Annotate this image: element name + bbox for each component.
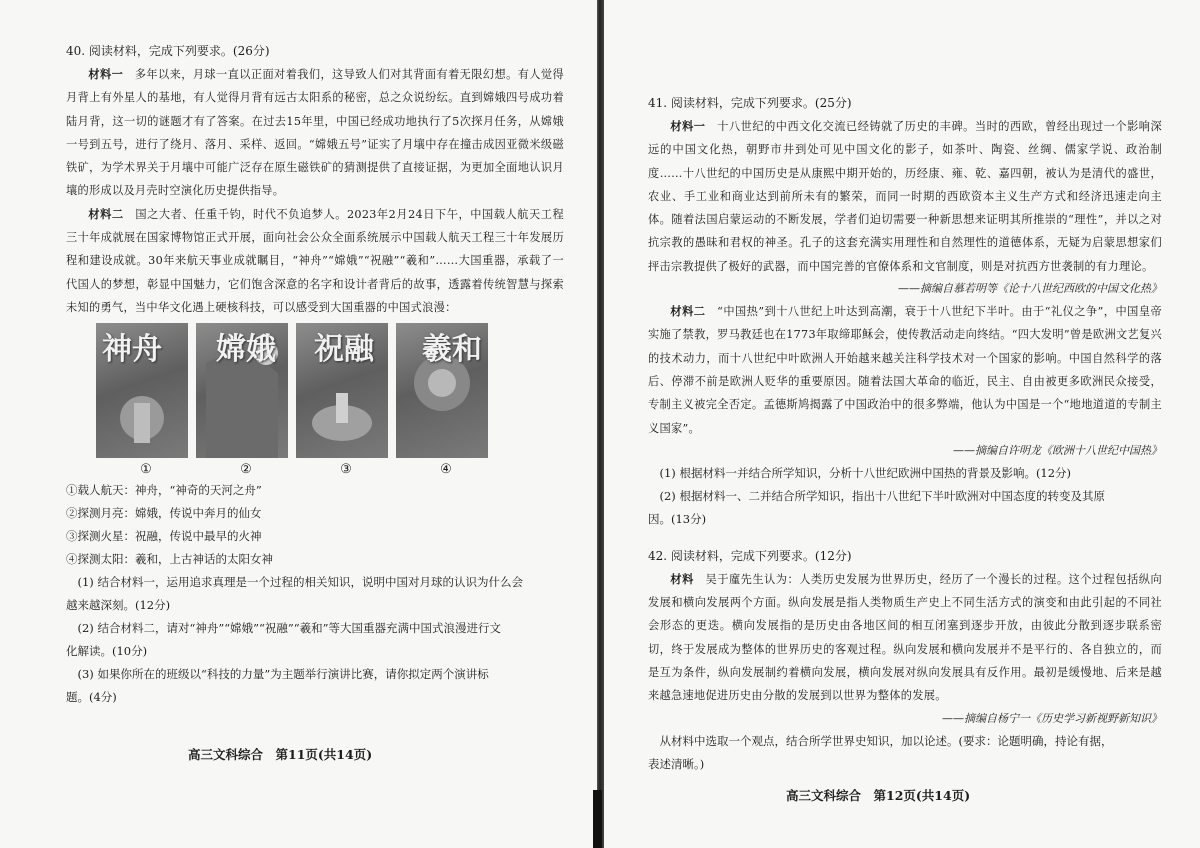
- material-text: 多年以来，月球一直以正面对着我们，这导致人们对其背面有着无限幻想。有人觉得月背上有外星人的基地，有人觉得月背有远古太阳系的秘密，总之众说纷纭。直到嫦娥四号成功着陆月背，这一切的谜题才有了答案。在过去15年里，中国已经成功地执行了5次探月任务，从嫦娥一号到五号，进行了绕月、落月、采样、返回。“嫦娥五号”证实了月壤中存在撞击成因亚微米级磁铁矿，为学术界关于月壤中可能广泛存在原生磁铁矿的猜测提供了直接证据，为更加全面地认识月壤的形成以及月壳时空演化历史提供指导。: [66, 68, 564, 198]
- question-40-1-cont: 越来越深刻。(12分): [66, 598, 171, 613]
- page-footer-left: 高三文科综合 第11页(共14页): [188, 747, 373, 762]
- material-1-paragraph: [66, 63, 564, 203]
- list-item: ④探测太阳：羲和，上古神话的太阳女神: [66, 552, 273, 567]
- question-42-task-cont: 表述清晰。): [648, 756, 705, 771]
- material-label: 材料: [670, 571, 694, 586]
- material-source: ——摘编自杨宁一《历史学习新视野新知识》: [942, 711, 1162, 725]
- spacecraft-image-row: [96, 323, 564, 458]
- question-41-1: (1) 根据材料一并结合所学知识，分析十八世纪欧洲中国热的背景及影响。(12分): [659, 465, 1072, 480]
- material-source: ——摘编自许明龙《欧洲十八世纪中国热》: [953, 443, 1162, 457]
- question-40-1: (1) 结合材料一，运用追求真理是一个过程的相关知识，说明中国对月球的认识为什么会: [77, 575, 523, 590]
- question-40-3-cont: 题。(4分): [66, 690, 117, 705]
- shenzhou-poster-image: [96, 323, 188, 458]
- question-42-title: 42. 阅读材料，完成下列要求。(12分): [648, 548, 852, 563]
- left-page: [0, 0, 598, 848]
- image-number: ④: [440, 462, 452, 478]
- poster-title: 神舟: [102, 332, 162, 368]
- poster-title: 嫦娥: [216, 332, 276, 368]
- poster-title: 羲和: [422, 332, 482, 368]
- material-source: ——摘编自慕若明等《论十八世纪西欧的中国文化热》: [898, 282, 1162, 296]
- question-42-task: 从材料中选取一个观点，结合所学世界史知识，加以论述。(要求：论题明确，持论有据，: [659, 733, 1113, 748]
- material-2-paragraph: [648, 300, 1162, 440]
- right-page: [604, 0, 1200, 848]
- material-3-paragraph: [648, 568, 1162, 708]
- material-text: 吴于廑先生认为：人类历史发展为世界历史，经历了一个漫长的过程。这个过程包括纵向发展和横向发展两个方面。纵向发展是指人类物质生产史上不同生活方式的演变和由此引起的不同社会形态的更迭。横向发展指的是历史由各地区间的相互闭塞到逐步开放，由彼此分散到逐步联系密切，终于发展成为整体的世界历史的客观过程。纵向发展和横向发展并不是平行的、各自独立的，而是互为条件，纵向发展制约着横向发展，横向发展对纵向发展具有反作用。最初是缓慢地、后来是越来越急速地促进历史由分散的发展到以世界为整体的发展。: [648, 572, 1162, 703]
- question-40-3: (3) 如果你所在的班级以“科技的力量”为主题举行演讲比赛，请你拟定两个演讲标: [77, 667, 489, 682]
- image-number: ③: [340, 462, 352, 478]
- material-text: “中国热”到十八世纪上叶达到高潮，衰于十八世纪下半叶。由于“礼仪之争”，中国皇帝实施了禁教，罗马教廷也在1773年取缔耶稣会，使传教活动走向终结。“四大发明”曾是欧洲文艺复兴的技术动力，而十八世纪中叶欧洲人开始越来越关注科学技术对一个国家的影响。中国自然科学的落后、停滞不前是欧洲人贬华的重要原因。随着法国大革命的临近，民主、自由被更多欧洲民众接受，专制主义被完全否定。孟德斯鸠揭露了中国政治中的很多弊端，他认为中国是一个“地地道道的专制主义国家”。: [648, 305, 1162, 435]
- list-item: ②探测月亮：嫦娥，传说中奔月的仙女: [66, 506, 262, 521]
- question-40-2: (2) 结合材料二，请对“神舟”“嫦娥”“祝融”“羲和”等大国重器充满中国式浪漫进行文: [77, 621, 501, 636]
- image-number: ②: [240, 462, 252, 478]
- material-label: 材料二: [88, 206, 124, 221]
- image-number: ①: [140, 462, 152, 478]
- binding-mark: [593, 790, 602, 848]
- page-gutter: [597, 0, 604, 848]
- material-2-paragraph: [66, 203, 564, 319]
- question-41-title: 41. 阅读材料，完成下列要求。(25分): [648, 96, 852, 110]
- poster-title: 祝融: [314, 332, 374, 368]
- material-label: 材料一: [88, 67, 124, 81]
- material-label: 材料一: [670, 119, 706, 133]
- list-item: ③探测火星：祝融，传说中最早的火神: [66, 529, 262, 544]
- change-poster-image: [196, 323, 288, 458]
- question-41-2-cont: 因。(13分): [648, 511, 707, 526]
- question-40-2-cont: 化解读。(10分): [66, 644, 148, 659]
- material-label: 材料二: [670, 304, 706, 319]
- question-41-2: (2) 根据材料一、二并结合所学知识，指出十八世纪下半叶欧洲对中国态度的转变及其原: [659, 488, 1105, 503]
- list-item: ①载人航天：神舟，“神奇的天河之舟”: [66, 483, 262, 498]
- material-text: 十八世纪的中西文化交流已经铸就了历史的丰碑。当时的西欧，曾经出现过一个影响深远的中国文化热，朝野市井到处可见中国文化的影子，如茶叶、陶瓷、丝绸、儒家学说、政治制度……十八世纪的中国历史是从康熙中期开始的，历经康、雍、乾、嘉四朝，被认为是清代的盛世，农业、手工业和商业达到前所未有的繁荣，而同一时期的西欧资本主义生产方式和经济迅速走向主体。随着法国启蒙运动的不断发展，学者们迫切需要一种新思想来证明其所推崇的“理性”，并以之对抗宗教的愚昧和君权的神圣。孔子的这套充满实用理性和自然理性的道德体系，无疑为启蒙思想家们抨击宗教提供了极好的武器，而中国完善的官僚体系和文官制度，则是对抗西方世袭制的有力理论。: [648, 120, 1162, 273]
- question-40-title: 40. 阅读材料，完成下列要求。(26分): [66, 44, 270, 58]
- material-text: 国之大者、任重千钧，时代不负追梦人。2023年2月24日下午，中国载人航天工程三十年成就展在国家博物馆正式开展，面向社会公众全面系统展示中国载人航天工程三十年发展历程和建设成就。30年来航天事业成就瞩目，“神舟”“嫦娥”“祝融”“羲和”……大国重器，承载了一代国人的梦想，彰显中国魅力，它们饱含深意的名字和设计者背后的故事，透露着传统智慧与探索未知的勇气，当中华文化遇上硬核科技，可以感受到大国重器的中国式浪漫：: [66, 207, 564, 314]
- xihe-poster-image: [396, 323, 488, 458]
- image-number-row: [96, 462, 564, 477]
- page-footer-right: 高三文科综合 第12页(共14页): [786, 788, 971, 803]
- zhurong-poster-image: [296, 323, 388, 458]
- material-1-paragraph: [648, 115, 1162, 278]
